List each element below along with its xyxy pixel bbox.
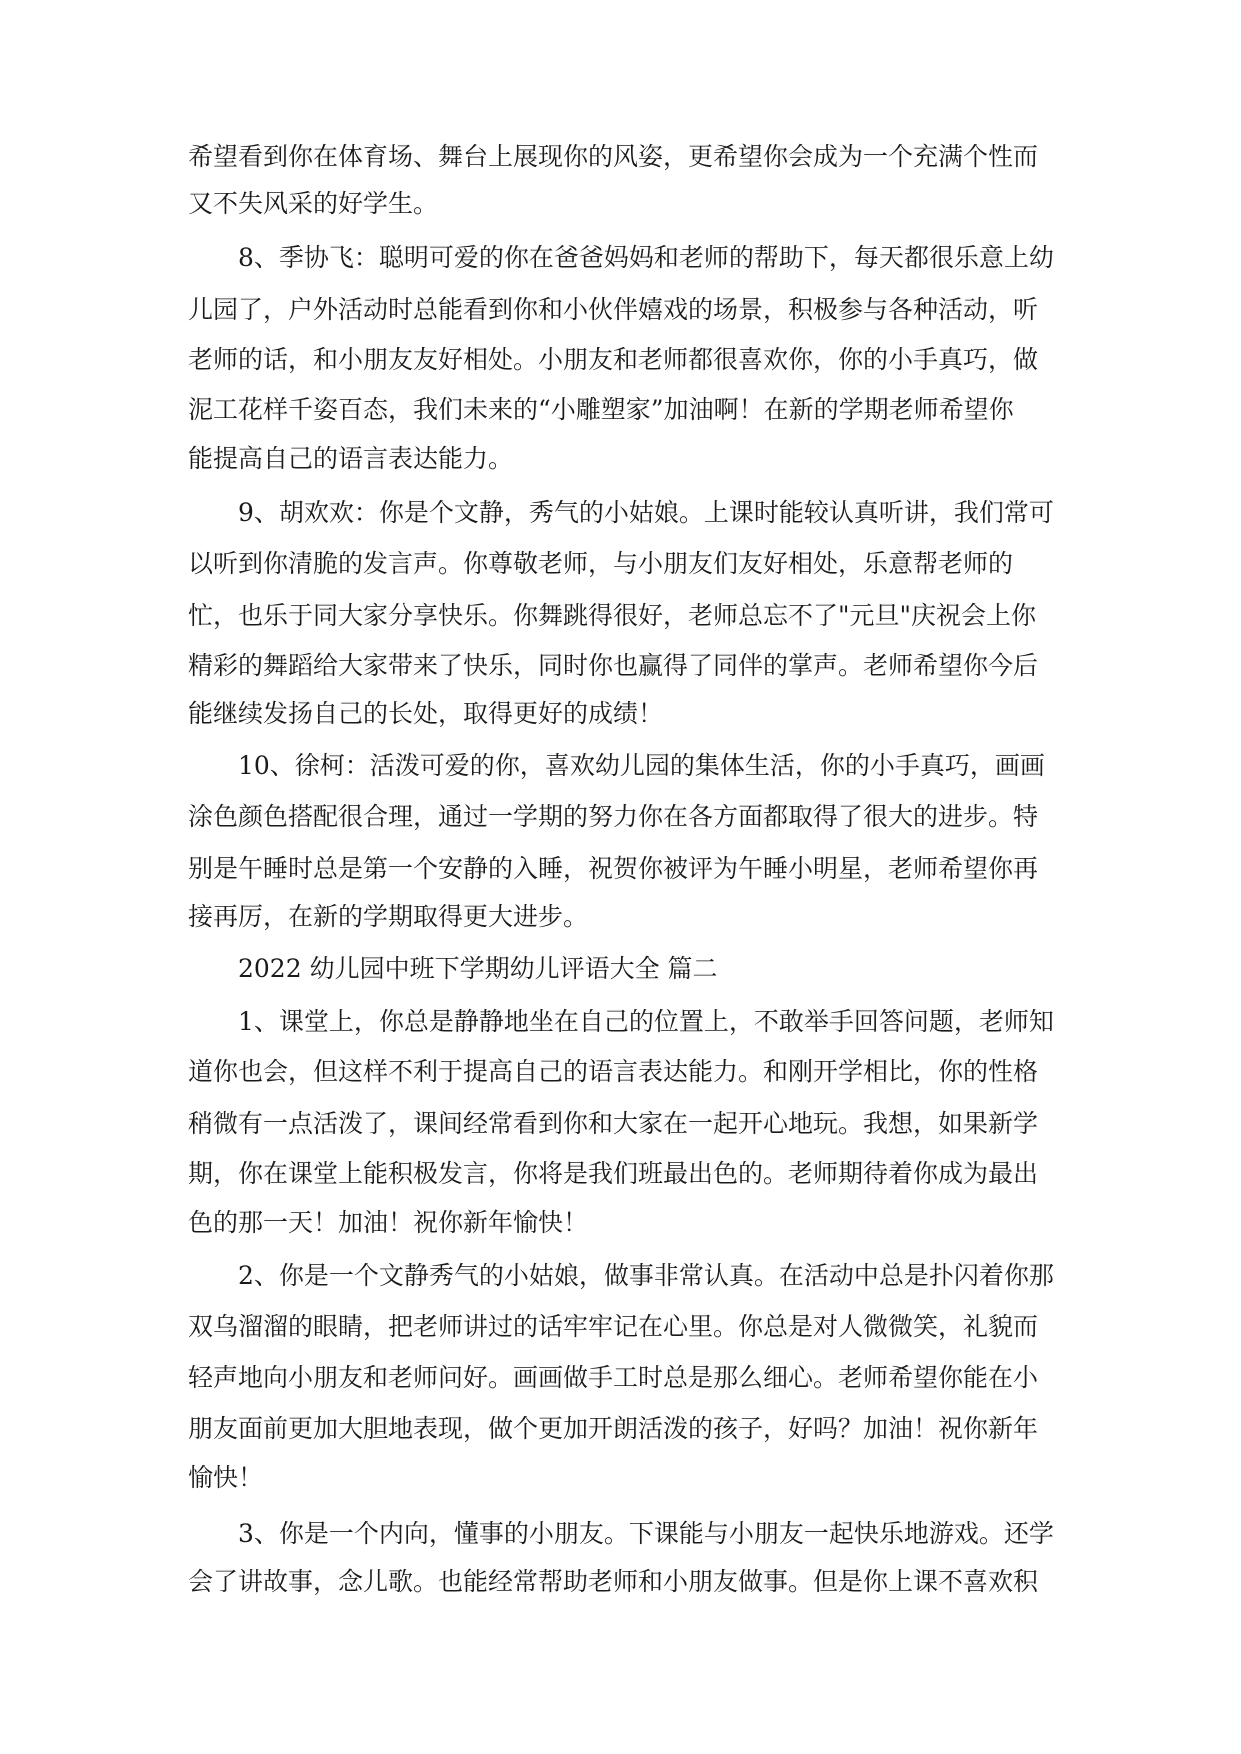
text-line: 能提高自己的语言表达能力。	[188, 444, 514, 473]
text-line: 希望看到你在体育场、舞台上展现你的风姿，更希望你会成为一个充满个性而	[188, 142, 1039, 171]
text-line: 2、你是一个文静秀气的小姑娘，做事非常认真。在活动中总是扑闪着你那	[238, 1261, 1054, 1290]
text-line: 色的那一天！加油！祝你新年愉快！	[188, 1208, 589, 1237]
text-line: 稍微有一点活泼了，课间经常看到你和大家在一起开心地玩。我想，如果新学	[188, 1109, 1039, 1138]
text-line: 1、课堂上，你总是静静地坐在自己的位置上，不敢举手回答问题，老师知	[238, 1007, 1054, 1036]
text-line: 双乌溜溜的眼睛，把老师讲过的话牢牢记在心里。你总是对人微微笑，礼貌而	[188, 1312, 1039, 1341]
text-line: 泥工花样千姿百态，我们未来的“小雕塑家”加油啊！在新的学期老师希望你	[188, 395, 1014, 424]
text-line: 以听到你清脆的发言声。你尊敬老师，与小朋友们友好相处，乐意帮老师的	[188, 549, 1014, 578]
text-line: 能继续发扬自己的长处，取得更好的成绩！	[188, 699, 664, 728]
text-line: 期，你在课堂上能积极发言，你将是我们班最出色的。老师期待着你成为最出	[188, 1159, 1039, 1188]
text-line: 接再厉，在新的学期取得更大进步。	[188, 902, 589, 931]
text-line: 又不失风采的好学生。	[188, 189, 439, 218]
text-line: 忙，也乐于同大家分享快乐。你舞跳得很好，老师总忘不了"元旦"庆祝会上你	[188, 601, 1037, 630]
text-line: 8、季协飞：聪明可爱的你在爸爸妈妈和老师的帮助下，每天都很乐意上幼	[238, 243, 1054, 272]
text-line: 别是午睡时总是第一个安静的入睡，祝贺你被评为午睡小明星，老师希望你再	[188, 854, 1039, 883]
text-line: 老师的话，和小朋友友好相处。小朋友和老师都很喜欢你，你的小手真巧，做	[188, 345, 1039, 374]
text-line: 儿园了，户外活动时总能看到你和小伙伴嬉戏的场景，积极参与各种活动，听	[188, 295, 1039, 324]
text-line: 精彩的舞蹈给大家带来了快乐，同时你也赢得了同伴的掌声。老师希望你今后	[188, 651, 1039, 680]
text-line: 道你也会，但这样不利于提高自己的语言表达能力。和刚开学相比，你的性格	[188, 1057, 1039, 1086]
text-line: 会了讲故事，念儿歌。也能经常帮助老师和小朋友做事。但是你上课不喜欢积	[188, 1567, 1039, 1596]
section-heading: 2022 幼儿园中班下学期幼儿评语大全 篇二	[238, 954, 718, 983]
text-line: 10、徐柯：活泼可爱的你，喜欢幼儿园的集体生活，你的小手真巧，画画	[238, 751, 1045, 780]
text-line: 愉快！	[188, 1463, 264, 1492]
text-line: 朋友面前更加大胆地表现，做个更加开朗活泼的孩子，好吗？加油！祝你新年	[188, 1414, 1039, 1443]
text-line: 轻声地向小朋友和老师问好。画画做手工时总是那么细心。老师希望你能在小	[188, 1363, 1039, 1392]
text-line: 9、胡欢欢：你是个文静，秀气的小姑娘。上课时能较认真听讲，我们常可	[238, 498, 1054, 527]
text-line: 涂色颜色搭配很合理，通过一学期的努力你在各方面都取得了很大的进步。特	[188, 802, 1039, 831]
text-line: 3、你是一个内向，懂事的小朋友。下课能与小朋友一起快乐地游戏。还学	[238, 1519, 1054, 1548]
